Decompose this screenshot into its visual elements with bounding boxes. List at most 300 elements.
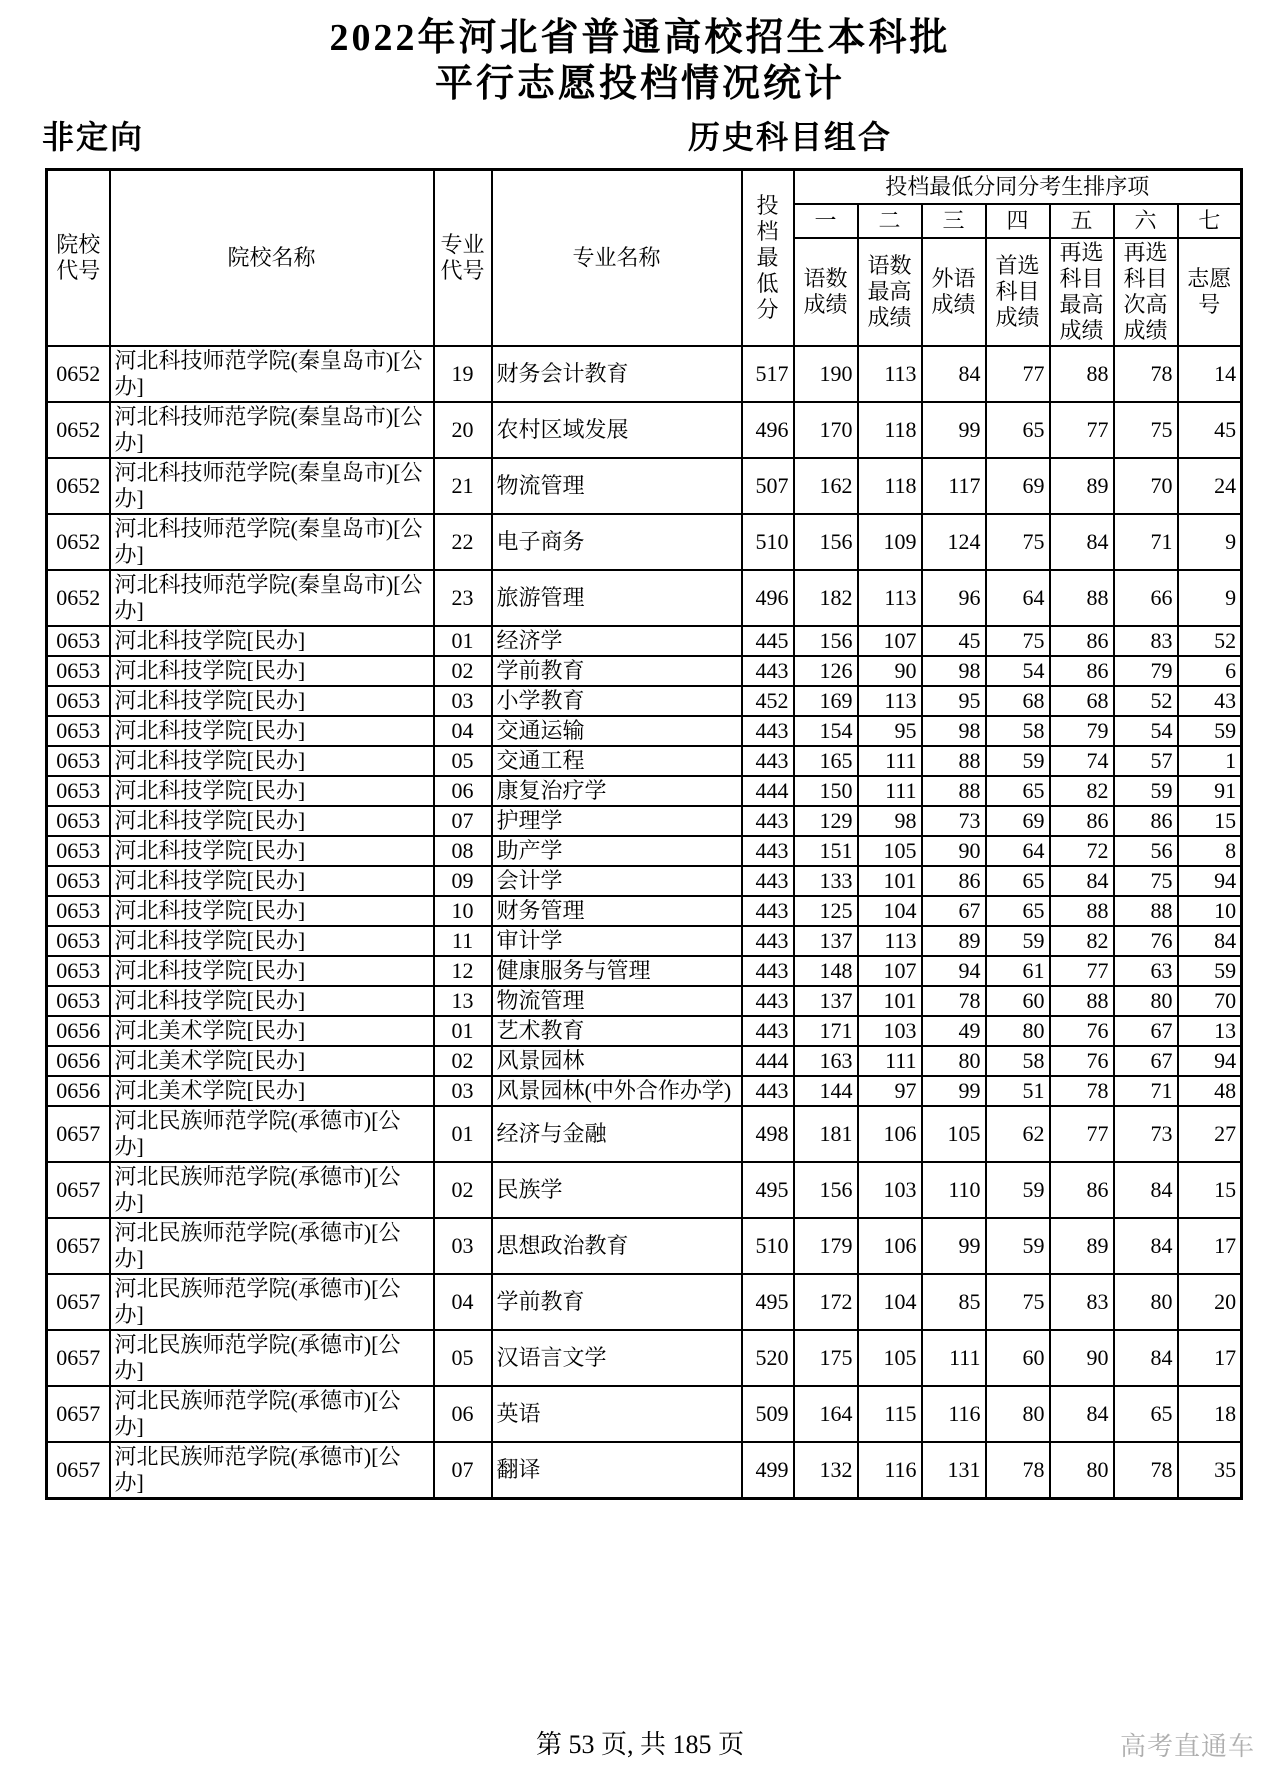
cell-major-code: 02 <box>434 1046 492 1076</box>
cell-major-code: 02 <box>434 1162 492 1218</box>
cell-score-5: 88 <box>1050 986 1114 1016</box>
cell-score-3: 99 <box>922 1076 986 1106</box>
cell-score-7: 59 <box>1178 716 1242 746</box>
cell-score-2: 104 <box>858 896 922 926</box>
header-ordinal-6: 六 <box>1114 204 1178 238</box>
cell-score-6: 71 <box>1114 1076 1178 1106</box>
cell-major-code: 11 <box>434 926 492 956</box>
page-number: 第 53 页, 共 185 页 <box>535 1730 744 1759</box>
cell-major-code: 01 <box>434 1016 492 1046</box>
cell-score-5: 79 <box>1050 716 1114 746</box>
cell-score-1: 132 <box>794 1442 858 1499</box>
cell-major-name: 交通工程 <box>492 746 742 776</box>
table-row <box>47 836 1242 866</box>
table-row <box>47 956 1242 986</box>
cell-score-4: 64 <box>986 570 1050 626</box>
cell-score-4: 69 <box>986 458 1050 514</box>
cell-score-5: 88 <box>1050 570 1114 626</box>
cell-major-name: 交通运输 <box>492 716 742 746</box>
cell-major-name: 经济学 <box>492 626 742 656</box>
cell-college-name: 河北科技学院[民办] <box>110 956 434 986</box>
table-row <box>47 570 1242 626</box>
cell-college-name: 河北科技师范学院(秦皇岛市)[公办] <box>110 514 434 570</box>
cell-major-name: 风景园林 <box>492 1046 742 1076</box>
header-chinese-math-score: 语数成绩 <box>794 238 858 346</box>
cell-min-score: 495 <box>742 1162 794 1218</box>
cell-score-5: 82 <box>1050 926 1114 956</box>
header-college-code: 院校代号 <box>47 170 110 347</box>
cell-major-code: 06 <box>434 776 492 806</box>
cell-score-4: 59 <box>986 746 1050 776</box>
cell-score-7: 13 <box>1178 1016 1242 1046</box>
cell-college-code: 0653 <box>47 806 110 836</box>
cell-score-6: 75 <box>1114 866 1178 896</box>
cell-score-6: 84 <box>1114 1162 1178 1218</box>
header-chinese-math-max-score: 语数最高成绩 <box>858 238 922 346</box>
table-row <box>47 806 1242 836</box>
cell-score-4: 65 <box>986 896 1050 926</box>
table-row <box>47 1330 1242 1386</box>
cell-college-name: 河北科技学院[民办] <box>110 836 434 866</box>
cell-min-score: 499 <box>742 1442 794 1499</box>
table-row <box>47 458 1242 514</box>
cell-score-3: 110 <box>922 1162 986 1218</box>
cell-min-score: 517 <box>742 346 794 402</box>
cell-score-1: 154 <box>794 716 858 746</box>
cell-score-2: 95 <box>858 716 922 746</box>
cell-score-2: 97 <box>858 1076 922 1106</box>
cell-min-score: 498 <box>742 1106 794 1162</box>
cell-score-5: 76 <box>1050 1046 1114 1076</box>
cell-score-1: 150 <box>794 776 858 806</box>
cell-min-score: 443 <box>742 866 794 896</box>
cell-score-5: 89 <box>1050 1218 1114 1274</box>
cell-score-6: 54 <box>1114 716 1178 746</box>
cell-college-code: 0652 <box>47 514 110 570</box>
cell-major-code: 08 <box>434 836 492 866</box>
cell-score-4: 62 <box>986 1106 1050 1162</box>
cell-college-name: 河北美术学院[民办] <box>110 1046 434 1076</box>
cell-major-name: 经济与金融 <box>492 1106 742 1162</box>
cell-college-code: 0653 <box>47 926 110 956</box>
cell-score-5: 82 <box>1050 776 1114 806</box>
cell-score-4: 59 <box>986 1162 1050 1218</box>
table-row <box>47 716 1242 746</box>
cell-score-7: 91 <box>1178 776 1242 806</box>
cell-score-1: 133 <box>794 866 858 896</box>
cell-score-3: 105 <box>922 1106 986 1162</box>
cell-major-name: 小学教育 <box>492 686 742 716</box>
cell-college-code: 0653 <box>47 896 110 926</box>
cell-score-2: 113 <box>858 686 922 716</box>
cell-college-name: 河北科技师范学院(秦皇岛市)[公办] <box>110 570 434 626</box>
cell-score-6: 66 <box>1114 570 1178 626</box>
plan-type-label: 非定向 <box>42 119 145 155</box>
cell-score-5: 86 <box>1050 656 1114 686</box>
cell-college-code: 0656 <box>47 1046 110 1076</box>
cell-score-2: 109 <box>858 514 922 570</box>
cell-major-name: 艺术教育 <box>492 1016 742 1046</box>
cell-score-6: 63 <box>1114 956 1178 986</box>
cell-college-name: 河北民族师范学院(承德市)[公办] <box>110 1162 434 1218</box>
cell-score-2: 111 <box>858 776 922 806</box>
cell-score-7: 9 <box>1178 570 1242 626</box>
cell-score-7: 9 <box>1178 514 1242 570</box>
header-ordinal-5: 五 <box>1050 204 1114 238</box>
table-row <box>47 746 1242 776</box>
cell-score-3: 96 <box>922 570 986 626</box>
cell-score-7: 18 <box>1178 1386 1242 1442</box>
cell-score-1: 156 <box>794 514 858 570</box>
table-row <box>47 986 1242 1016</box>
cell-major-name: 学前教育 <box>492 1274 742 1330</box>
table-row <box>47 626 1242 656</box>
cell-score-4: 77 <box>986 346 1050 402</box>
cell-min-score: 443 <box>742 926 794 956</box>
cell-score-3: 45 <box>922 626 986 656</box>
table-row <box>47 514 1242 570</box>
cell-score-4: 54 <box>986 656 1050 686</box>
cell-college-name: 河北民族师范学院(承德市)[公办] <box>110 1442 434 1499</box>
cell-score-6: 84 <box>1114 1218 1178 1274</box>
cell-score-7: 6 <box>1178 656 1242 686</box>
cell-major-name: 思想政治教育 <box>492 1218 742 1274</box>
cell-score-4: 61 <box>986 956 1050 986</box>
subject-combination-label: 历史科目组合 <box>688 119 893 155</box>
cell-college-code: 0653 <box>47 686 110 716</box>
cell-score-4: 59 <box>986 1218 1050 1274</box>
cell-score-5: 90 <box>1050 1330 1114 1386</box>
cell-score-5: 84 <box>1050 1386 1114 1442</box>
cell-score-1: 151 <box>794 836 858 866</box>
cell-major-name: 健康服务与管理 <box>492 956 742 986</box>
cell-score-5: 74 <box>1050 746 1114 776</box>
cell-major-code: 01 <box>434 626 492 656</box>
cell-score-4: 60 <box>986 986 1050 1016</box>
cell-score-3: 89 <box>922 926 986 956</box>
cell-score-3: 80 <box>922 1046 986 1076</box>
cell-min-score: 509 <box>742 1386 794 1442</box>
cell-college-code: 0653 <box>47 956 110 986</box>
cell-score-7: 48 <box>1178 1076 1242 1106</box>
watermark-text: 高考直通车 <box>1119 1731 1255 1761</box>
cell-score-3: 73 <box>922 806 986 836</box>
cell-min-score: 507 <box>742 458 794 514</box>
cell-score-1: 164 <box>794 1386 858 1442</box>
cell-major-name: 会计学 <box>492 866 742 896</box>
cell-score-1: 156 <box>794 626 858 656</box>
cell-score-1: 182 <box>794 570 858 626</box>
cell-score-3: 99 <box>922 1218 986 1274</box>
cell-major-name: 民族学 <box>492 1162 742 1218</box>
cell-major-code: 09 <box>434 866 492 896</box>
cell-college-name: 河北科技学院[民办] <box>110 986 434 1016</box>
cell-college-code: 0657 <box>47 1218 110 1274</box>
cell-min-score: 520 <box>742 1330 794 1386</box>
cell-score-7: 1 <box>1178 746 1242 776</box>
cell-major-name: 学前教育 <box>492 656 742 686</box>
cell-major-code: 07 <box>434 806 492 836</box>
cell-major-name: 农村区域发展 <box>492 402 742 458</box>
cell-score-6: 76 <box>1114 926 1178 956</box>
cell-major-name: 审计学 <box>492 926 742 956</box>
cell-score-4: 78 <box>986 1442 1050 1499</box>
cell-score-7: 35 <box>1178 1442 1242 1499</box>
table-header <box>47 170 1242 347</box>
cell-college-code: 0652 <box>47 346 110 402</box>
cell-college-name: 河北民族师范学院(承德市)[公办] <box>110 1330 434 1386</box>
cell-college-code: 0652 <box>47 458 110 514</box>
cell-score-2: 106 <box>858 1218 922 1274</box>
table-row <box>47 1016 1242 1046</box>
cell-college-name: 河北科技学院[民办] <box>110 776 434 806</box>
cell-min-score: 495 <box>742 1274 794 1330</box>
cell-score-1: 175 <box>794 1330 858 1386</box>
cell-major-code: 04 <box>434 1274 492 1330</box>
cell-college-name: 河北科技学院[民办] <box>110 896 434 926</box>
cell-score-2: 101 <box>858 866 922 896</box>
cell-college-name: 河北民族师范学院(承德市)[公办] <box>110 1274 434 1330</box>
cell-score-5: 84 <box>1050 866 1114 896</box>
cell-score-3: 90 <box>922 836 986 866</box>
cell-min-score: 443 <box>742 746 794 776</box>
cell-score-1: 165 <box>794 746 858 776</box>
cell-score-2: 98 <box>858 806 922 836</box>
cell-score-5: 88 <box>1050 896 1114 926</box>
cell-score-1: 172 <box>794 1274 858 1330</box>
document-title-line1: 2022年河北省普通高校招生本科批 <box>329 17 951 59</box>
cell-college-name: 河北美术学院[民办] <box>110 1076 434 1106</box>
cell-score-3: 98 <box>922 716 986 746</box>
cell-college-name: 河北美术学院[民办] <box>110 1016 434 1046</box>
cell-score-6: 80 <box>1114 1274 1178 1330</box>
cell-college-code: 0653 <box>47 656 110 686</box>
table-row <box>47 1106 1242 1162</box>
cell-major-code: 05 <box>434 1330 492 1386</box>
cell-score-2: 118 <box>858 402 922 458</box>
cell-score-2: 103 <box>858 1016 922 1046</box>
cell-college-name: 河北科技学院[民办] <box>110 866 434 896</box>
cell-min-score: 510 <box>742 514 794 570</box>
cell-college-code: 0657 <box>47 1106 110 1162</box>
cell-score-2: 103 <box>858 1162 922 1218</box>
header-college-name: 院校名称 <box>110 170 434 347</box>
cell-min-score: 443 <box>742 836 794 866</box>
cell-score-2: 107 <box>858 626 922 656</box>
table-row <box>47 1274 1242 1330</box>
cell-min-score: 443 <box>742 956 794 986</box>
cell-major-name: 护理学 <box>492 806 742 836</box>
cell-score-5: 77 <box>1050 402 1114 458</box>
cell-score-7: 17 <box>1178 1330 1242 1386</box>
cell-score-1: 148 <box>794 956 858 986</box>
cell-score-4: 58 <box>986 1046 1050 1076</box>
header-major-code: 专业代号 <box>434 170 492 347</box>
cell-major-name: 助产学 <box>492 836 742 866</box>
cell-score-5: 86 <box>1050 806 1114 836</box>
cell-score-2: 107 <box>858 956 922 986</box>
cell-college-name: 河北科技师范学院(秦皇岛市)[公办] <box>110 402 434 458</box>
cell-major-name: 物流管理 <box>492 986 742 1016</box>
cell-score-7: 15 <box>1178 806 1242 836</box>
cell-score-3: 95 <box>922 686 986 716</box>
cell-score-4: 69 <box>986 806 1050 836</box>
cell-score-7: 27 <box>1178 1106 1242 1162</box>
cell-major-code: 10 <box>434 896 492 926</box>
cell-major-name: 财务会计教育 <box>492 346 742 402</box>
table-row <box>47 1442 1242 1499</box>
cell-college-code: 0657 <box>47 1274 110 1330</box>
cell-score-1: 144 <box>794 1076 858 1106</box>
cell-min-score: 444 <box>742 776 794 806</box>
table-row <box>47 1218 1242 1274</box>
cell-major-code: 03 <box>434 1076 492 1106</box>
cell-score-7: 70 <box>1178 986 1242 1016</box>
table-row <box>47 776 1242 806</box>
cell-score-2: 115 <box>858 1386 922 1442</box>
cell-score-3: 49 <box>922 1016 986 1046</box>
cell-score-1: 137 <box>794 926 858 956</box>
cell-college-name: 河北科技学院[民办] <box>110 716 434 746</box>
cell-score-3: 99 <box>922 402 986 458</box>
cell-score-5: 72 <box>1050 836 1114 866</box>
cell-score-7: 8 <box>1178 836 1242 866</box>
cell-score-5: 86 <box>1050 626 1114 656</box>
cell-college-name: 河北科技学院[民办] <box>110 626 434 656</box>
cell-major-code: 22 <box>434 514 492 570</box>
cell-major-code: 13 <box>434 986 492 1016</box>
cell-college-name: 河北科技师范学院(秦皇岛市)[公办] <box>110 346 434 402</box>
cell-score-2: 105 <box>858 836 922 866</box>
cell-score-4: 64 <box>986 836 1050 866</box>
cell-min-score: 443 <box>742 716 794 746</box>
cell-min-score: 443 <box>742 1076 794 1106</box>
cell-college-code: 0653 <box>47 746 110 776</box>
cell-college-code: 0657 <box>47 1386 110 1442</box>
cell-min-score: 443 <box>742 656 794 686</box>
admission-score-table <box>45 168 1243 1500</box>
cell-score-2: 106 <box>858 1106 922 1162</box>
cell-score-1: 126 <box>794 656 858 686</box>
cell-score-6: 71 <box>1114 514 1178 570</box>
cell-score-2: 105 <box>858 1330 922 1386</box>
table-row <box>47 866 1242 896</box>
cell-score-5: 84 <box>1050 514 1114 570</box>
table-row <box>47 402 1242 458</box>
cell-college-code: 0653 <box>47 776 110 806</box>
cell-major-name: 旅游管理 <box>492 570 742 626</box>
cell-score-1: 190 <box>794 346 858 402</box>
cell-major-name: 翻译 <box>492 1442 742 1499</box>
cell-score-6: 59 <box>1114 776 1178 806</box>
cell-major-name: 康复治疗学 <box>492 776 742 806</box>
cell-score-6: 70 <box>1114 458 1178 514</box>
header-preference-number: 志愿号 <box>1178 238 1242 346</box>
cell-score-4: 58 <box>986 716 1050 746</box>
cell-score-2: 111 <box>858 1046 922 1076</box>
cell-score-6: 80 <box>1114 986 1178 1016</box>
cell-score-7: 59 <box>1178 956 1242 986</box>
table-row <box>47 346 1242 402</box>
cell-min-score: 496 <box>742 402 794 458</box>
cell-score-3: 131 <box>922 1442 986 1499</box>
cell-college-name: 河北科技学院[民办] <box>110 656 434 686</box>
cell-major-code: 02 <box>434 656 492 686</box>
cell-score-4: 65 <box>986 402 1050 458</box>
cell-college-code: 0653 <box>47 836 110 866</box>
cell-college-name: 河北科技学院[民办] <box>110 686 434 716</box>
cell-score-5: 80 <box>1050 1442 1114 1499</box>
cell-score-2: 90 <box>858 656 922 686</box>
cell-score-5: 88 <box>1050 346 1114 402</box>
cell-score-6: 67 <box>1114 1046 1178 1076</box>
cell-score-1: 169 <box>794 686 858 716</box>
cell-score-6: 75 <box>1114 402 1178 458</box>
cell-score-2: 111 <box>858 746 922 776</box>
cell-score-7: 10 <box>1178 896 1242 926</box>
cell-score-3: 78 <box>922 986 986 1016</box>
cell-score-4: 75 <box>986 1274 1050 1330</box>
cell-min-score: 444 <box>742 1046 794 1076</box>
cell-college-name: 河北科技师范学院(秦皇岛市)[公办] <box>110 458 434 514</box>
cell-score-5: 89 <box>1050 458 1114 514</box>
cell-score-1: 137 <box>794 986 858 1016</box>
header-first-choice-subject-score: 首选科目成绩 <box>986 238 1050 346</box>
table-row <box>47 1046 1242 1076</box>
table-row <box>47 1386 1242 1442</box>
header-foreign-language-score: 外语成绩 <box>922 238 986 346</box>
cell-major-code: 23 <box>434 570 492 626</box>
cell-score-6: 83 <box>1114 626 1178 656</box>
cell-score-1: 170 <box>794 402 858 458</box>
cell-college-name: 河北民族师范学院(承德市)[公办] <box>110 1218 434 1274</box>
cell-major-code: 03 <box>434 1218 492 1274</box>
table-row <box>47 1162 1242 1218</box>
cell-score-2: 101 <box>858 986 922 1016</box>
cell-major-name: 风景园林(中外合作办学) <box>492 1076 742 1106</box>
cell-score-1: 163 <box>794 1046 858 1076</box>
cell-min-score: 443 <box>742 1016 794 1046</box>
cell-score-5: 77 <box>1050 956 1114 986</box>
cell-score-2: 116 <box>858 1442 922 1499</box>
cell-score-6: 86 <box>1114 806 1178 836</box>
cell-score-4: 75 <box>986 626 1050 656</box>
cell-college-code: 0657 <box>47 1162 110 1218</box>
cell-score-6: 78 <box>1114 1442 1178 1499</box>
cell-score-4: 80 <box>986 1016 1050 1046</box>
cell-score-6: 65 <box>1114 1386 1178 1442</box>
cell-major-code: 12 <box>434 956 492 986</box>
cell-score-7: 94 <box>1178 1046 1242 1076</box>
header-ordinal-1: 一 <box>794 204 858 238</box>
cell-score-4: 59 <box>986 926 1050 956</box>
cell-score-5: 86 <box>1050 1162 1114 1218</box>
cell-college-name: 河北科技学院[民办] <box>110 806 434 836</box>
cell-score-2: 104 <box>858 1274 922 1330</box>
cell-score-2: 118 <box>858 458 922 514</box>
header-ordinal-4: 四 <box>986 204 1050 238</box>
cell-score-1: 129 <box>794 806 858 836</box>
cell-score-1: 162 <box>794 458 858 514</box>
cell-score-6: 57 <box>1114 746 1178 776</box>
header-ordinal-7: 七 <box>1178 204 1242 238</box>
cell-score-4: 65 <box>986 776 1050 806</box>
header-tiebreak-group: 投档最低分同分考生排序项 <box>794 170 1242 205</box>
cell-score-5: 68 <box>1050 686 1114 716</box>
cell-score-6: 78 <box>1114 346 1178 402</box>
cell-major-name: 汉语言文学 <box>492 1330 742 1386</box>
cell-score-3: 88 <box>922 746 986 776</box>
